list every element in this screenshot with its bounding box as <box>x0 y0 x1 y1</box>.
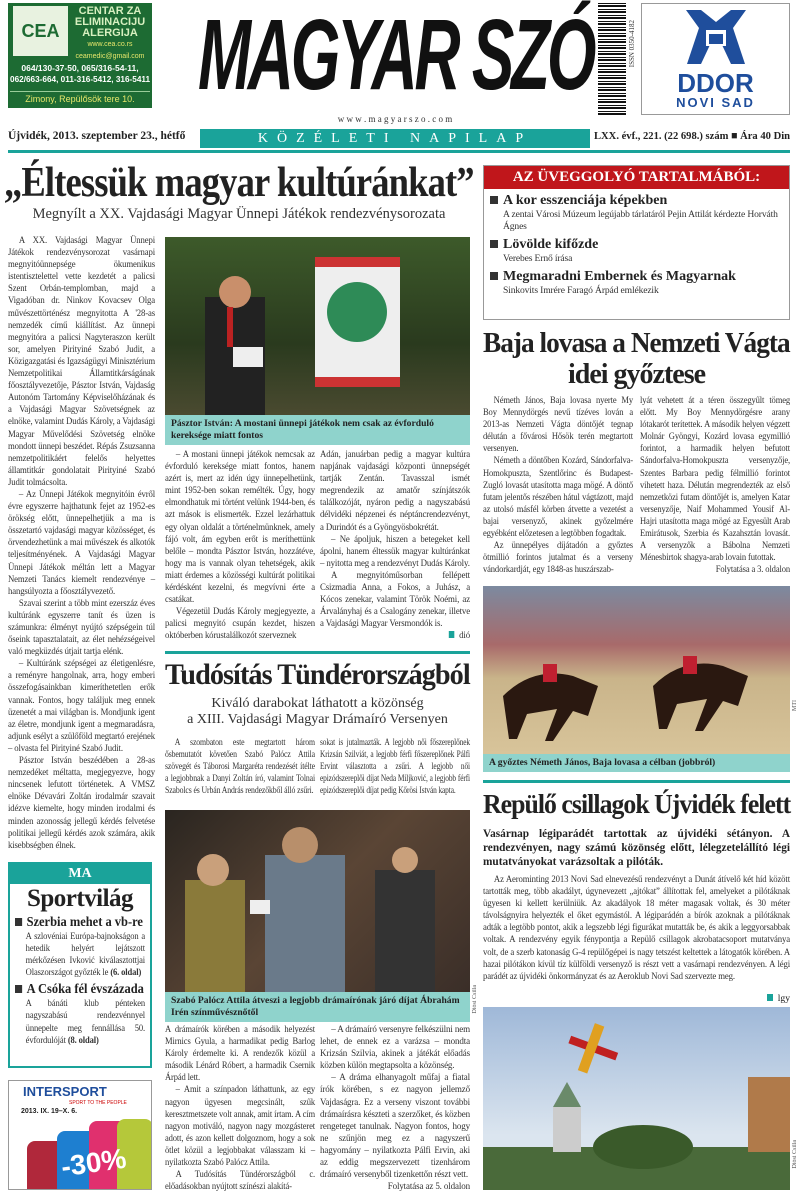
intersport-dates: 2013. IX. 19–X. 6. <box>21 1108 78 1115</box>
air-headline: Repülő csillagok Újvidék felett <box>483 789 791 819</box>
cea-line1: CENTAR ZA <box>78 5 142 17</box>
header-rule <box>8 150 790 153</box>
cea-ad[interactable] <box>8 3 152 108</box>
cea-logo: CEA <box>13 6 68 56</box>
drama-photo-caption: Szabó Palócz Attila átveszi a legjobb drámaírónak járó díjat Ábrahám Irén színművésznőtől <box>165 992 470 1022</box>
intersport-discount: -30% <box>59 1142 129 1183</box>
drama-subtitle: Kiváló darabokat láthatott a közönség a XIII. Vajdasági Magyar Drámaíró Versenyen <box>187 696 448 727</box>
baja-column-2: lyát vehetett át a téren összegyűlt tömeg előtt. My Boy Mennydörgésre arany lótakarót terítettek. A második helyen végzett Molnár Gyöngyi, Kozárd lovasa egymillió forintot, a harmadik helyen befutott Sándorfalva-Homokpuszta versenyzője, Szentes Barbara pedig félmillió forintot vihetett haza. Délután megrendezték az első nemzetközi futam döntőjét is, amelyen Katar versenyzője, Naif Mohammed Yousif Al-Hajri utasította maga mögé az Egyesült Arab Emirátusok, Szerbia és Kazahsztán lovasát. A versenyzők a Bábolna Nemzeti Ménesbirtok shagya-arab lovain futottak. Folytatása a 3. oldalon <box>640 395 790 576</box>
baja-column-1: Németh János, Baja lovasa nyerte My Boy Mennydörgés nevű tízéves lován a 2013-as Nemzeti Vágta döntőjét tegnap délután a fővárosi Hősök terén megtartott versenyen. Németh a döntőben Kozárd, Sándorfalva-Homokpuszta, Szentlőrinc és Budapest-Zugló lovasát utasította maga mögé. A döntő futam jelentős részében hátul vágtázott, majd az utolsó másfél körben átvette a vezetést a bajai versenyző, akinek győzelmére egyébként előzetesen a legtöbben fogadtak. Az ünnepélyes díjátadón a győztes ötmillió forintos jutalmat és a verseny vándorkardját, egy 1848-as huszárszab- <box>483 395 633 576</box>
ddor-logo-icon <box>681 8 751 66</box>
air-photo-credit: Diósi Csilla <box>792 1140 798 1169</box>
lead-column-1: A XX. Vajdasági Magyar Ünnepi Játékok rendezvénysorozat vasárnapi megnyitóünnepsége ökumenikus istentisztelettel vette kezdetét a palicsi Szent Orbán-templomban, majd a Vigadóban dr. Ninkov Kovacsev Olga művészettörténész megnyitotta A '28-as nemzedék című kiállítást. Az ünnepi megnyitóra a palicsi Nagyteraszon került sor, amelyen Pirityiné Szabó Judit, a Közigazgatási és Igazságügyi Minisztérium Nemzetpolitikai Államtitkárságának főosztályvezetője, Pásztor István, Vajdaság Autonóm Tartomány Képviselőházának és a Vajdasági Magyar Szövetségnek az elnöke, valamint Dudás Károly, a Vajdasági Magyar Művelődési Szövetség elnöke mondott ünnepi beszédet. Répás Zsuzsanna nemzetpolitikáért felelős helyettes államtitkár gondolatait Pirityiné Szabó Judit tolmácsolta. – Az Ünnepi Játékok megnyitóin évről évre egyszerre hajthatunk fejet az 1952-es örökség előtt, ünnepelhetjük a ma is összetartó vajdasági magyar közösséget, és örvendezhetünk a mai művészek és alkotók teljesítményének. A Vajdasági Magyar Ünnepi Játékok méltán lett a Magyar Nemzeti Tanács kiemelt rendezvénye – hangsúlyozta a főosztályvezető. Szavai szerint a több mint ezerszáz éves kultúránk egyszerre tanít és üzen is számunkra: élményt nyújtó szépségein túl őseink tapasztalatait, az élet nehézségeivel való megküzdés útjait tartja elénk. – Kultúránk szépségei az életigenlésre, a reményre hangolnak, arra, hogy emberi összefogásainkban kimeríthetetlen erők vannak. Fontos, hogy találjuk meg ennek üzenetét a mai világban is. Mondjunk igent az életre, mondjunk igent a megmaradásra, adjunk esélyt a szülőföld megtartó erejének – olvasta fel Pirityiné Szabó Judit. Pásztor István beszédében a 28-as nemzedéket méltatta, megjegyezve, hogy nincsenek lefutott történetek. A VMSZ elnöke Dévavári Zoltán irodalmár szavait idézve kiemelte, hogy minden irodalmi és minden azonosság jellegű kérdés felvetése politikai jellegű kérdés azok számára, akik kisebbségben élnek. <box>8 235 156 851</box>
intersport-brand: INTERSPORT <box>23 1084 107 1099</box>
cea-line3: ALERGIJA <box>82 27 138 39</box>
baja-photo-credit: MTI <box>792 700 798 711</box>
lead-photo <box>165 237 470 415</box>
drama-photo-credit: Diósi Csilla <box>472 985 478 1014</box>
drama-column-1: A szombaton este megtartott három ősbemutatót követően Szabó Palócz Attila szövegét és Táborosi Margaréta rendezését ítélte a legjobbnak a Danyi Zoltán író, valamint Tolnai Szabolcs és Urbán András rendezőkből álló zsűri. <box>165 737 315 797</box>
drama-column-4: – A drámaíró versenyre felkészülni nem lehet, de ennek ez a varázsa – mondta Krizsán Szilvia, akinek a játékát előadás közben külön megtapsolta a közönség. – A dráma elhanyagolt műfaj a fiatal írók körében, s ez nagyon jellemző Vajdaságra. Ez a verseny viszont további drámaírásra készteti a szerzőket, és közben rengeteget tanulnak. Nagyon fontos, hogy ne szűnjön meg ez a nagyszerű hagyomány – nyilatkozta Pálfi Ervin, aki az eddig megszervezett tizenhárom drámaíró versenyből tizenkettőn részt vett. Folytatása az 5. oldalon <box>320 1024 470 1193</box>
lead-photo-caption: Pásztor István: A mostani ünnepi játékok nem csak az évforduló kereksége miatt fontos <box>165 415 470 445</box>
air-signature: lgy <box>740 993 790 1005</box>
lead-column-2: – A mostani ünnepi játékok nemcsak az évforduló kereksége miatt fontos, hanem azért is, mert az idén úgy ünnepelhetünk, mint 1952-ben sokan remélték. Úgy, hogy elmondhatuk mi történt velünk 1944-ben, és azt mások is elismerték. Ezzel lezárhattuk egy olyan oldalát a történelmünknek, amely fájó volt, ám egyben erőt is meríthettünk belőle – mondta Pásztor István, hozzátéve, hogy ma is vannak olyan tehetségek, akik miatt érdemes a közösségi kultúrát politikai kérdésként kezelni, és megvívni érte a csatákat. Végezetül Dudás Károly megjegyezte, a palicsi megnyitó csupán kezdet, hiszen októberben kórustalálkozót szerveznek <box>165 449 315 642</box>
teaser-box <box>483 165 790 320</box>
cea-line2: ELIMINACIJU <box>74 16 146 28</box>
ddor-ad[interactable] <box>641 3 790 115</box>
drama-photo <box>165 810 470 992</box>
barcode <box>598 3 626 115</box>
cea-email: ceamedic@gmail.com <box>75 53 145 60</box>
sport-tag: MA <box>10 864 150 884</box>
cea-web: www.cea.co.rs <box>87 41 133 48</box>
baja-headline: Baja lovasa a Nemzeti Vágta idei győztese <box>483 328 790 390</box>
baja-photo <box>483 586 790 754</box>
ddor-name: DDOR <box>677 68 754 98</box>
teaser-title: AZ ÜVEGGOLYÓ TARTALMÁBÓL: <box>484 166 789 189</box>
teaser-item[interactable]: Lövölde kifőzde Verebes Ernő írása <box>484 233 789 265</box>
cea-phones: 064/130-37-50, 065/316-54-11, 062/663-664, 011-316-5412, 316-5411 <box>10 63 151 84</box>
sport-title: Sportvilág <box>26 885 134 912</box>
teaser-item[interactable]: A kor esszenciája képekben A zentai Városi Múzeum legújabb tárlatáról Pejin Attilát kérdezte Horváth Ágnes <box>484 189 789 233</box>
issn: ISSN 0350-4182 <box>628 20 636 68</box>
sport-box <box>8 862 152 1068</box>
tagline-band: KÖZÉLETI NAPILAP <box>200 129 590 148</box>
lead-subtitle: Megnyílt a XX. Vajdasági Magyar Ünnepi Játékok rendezvénysorozata <box>32 206 446 222</box>
drama-column-2: sokat is jutalmazták. A legjobb női főszereplőnek Krizsán Szilviát, a legjobb férfi főszereplőnek Pálfi Ervint választotta a zsűri. A legjobb női epizódszereplői díjat Neda Miljković, a legjobb férfi epizódszereplői díjat pedig Kőrösi István kapta. <box>320 737 470 797</box>
drama-continued[interactable]: Folytatása az 5. oldalon <box>387 1181 470 1193</box>
baja-photo-caption: A győztes Németh János, Baja lovasa a célban (jobbról) <box>483 754 790 772</box>
website: w w w . m a g y a r s z o . c o m <box>337 114 453 124</box>
lead-column-3: Adán, januárban pedig a magyar kultúra napjának vajdasági központi ünnepségét tartják Zentán. Tavasszal ismét megrendezik az amatőr színjátszók találkozóját, nyáron pedig a nagyszabású délvidéki népzenei és néptáncrendezvényt, a Durindót és a Gyöngyösbokrétát. – Ne ápoljuk, hiszen a betegeket kell ápolni, hanem éltessük magyar kultúránkat – nyitotta meg a rendezvényt Dudás Károly. A megnyitóműsorban fellépett Csizmadia Anna, a Fokos, a Juhász, a Kócos zenekar, valamint Török Noémi, az Árvalányhaj és a Csalogány zenekar, illetve a Vajdasági Magyar Versmondók is. dió <box>320 449 470 642</box>
sport-item[interactable]: A Csóka fél évszázada A bánáti klub pénteken nagyszabású rendezvénnyel ünnepelte meg fennállása 50. évfordulóját (8. oldal) <box>15 979 145 1046</box>
lead-headline: „Éltessük magyar kultúránkat” <box>4 160 474 206</box>
air-body: Az Aerominting 2013 Novi Sad elnevezésű rendezvényt a Dunát átívelő két híd között tartották meg, több akadályt, úgynevezett „ajtókat” állítottak fel, amelyeket a pilótáknak ügyesen ki kellett kerülniük. Az akadályok 18 méter magasak voltak, és 30 méter távolságnyira helyezték el őket egymástól. A légiparádén a bírók azoknak a pilótáknak adták a legtöbb pontot, akik a legszebb légi figurákat mutatták be, és akik a leggyorsabbak voltak. A rendezvény egyik fénypontja a Repülő csillagok akrobatacsoport mutatványa volt, de a szerb katonaság G-4 repülőgépei is nagy tetszést keltettek a látogatók körében. A hazai pilótákon kívül tíz külföldi versenyző is részt vett a vasárnapi rendezvényen. A légi parádét az újvidéki önkormányzat és az Aeroklub Novi Sad szervezte meg. <box>483 874 790 982</box>
baja-continued[interactable]: Folytatása a 3. oldalon <box>715 564 790 576</box>
drama-column-3: A drámaírók körében a második helyezést Mirnics Gyula, a harmadikat pedig Barlog Károly érdemelte ki. A rendezők közül a második Lénárd Róbert, a harmadik Csernik Árpád lett. – Amit a színpadon láthattunk, az egy nagyon ügyesen megcsinált, szűk keresztmetszete volt annak, amit írtam. A cím nagyon motiváló, nagyon nagy mozgásteret adott, és azon kellett dolgoznom, hogy a sok ötlet közül a legjobbakat válasszam ki – nyilatkozta Szabó Palócz Attila. A Tudósítás Tündérországból c. előadásokban nyújtott színészi alakítá- <box>165 1024 316 1193</box>
date: Újvidék, 2013. szeptember 23., hétfő <box>8 130 186 142</box>
baja-rule <box>483 780 790 783</box>
issue-info: LXX. évf., 221. (22 698.) szám ■ Ára 40 Din <box>594 130 791 142</box>
cea-address: Zimony, Repülősök tere 10. <box>10 91 150 104</box>
sport-item[interactable]: Szerbia mehet a vb-re A szlovéniai Európa-bajnokságon a hetedik helyért lejátszott mérkőzésen Ivković kiválasztottjai Olaszországot győzték le (6. oldal) <box>15 914 145 979</box>
masthead-logo: MAGYAR SZÓ <box>198 0 594 111</box>
lead-signature: dió <box>320 630 470 642</box>
teaser-item[interactable]: Megmaradni Embernek és Magyarnak Sinkovits Imrére Faragó Árpád emlékezik <box>484 265 789 297</box>
lead-rule <box>165 651 470 654</box>
drama-headline: Tudósítás Tündérországból <box>165 658 470 691</box>
intersport-slogan: SPORT TO THE PEOPLE <box>69 1100 127 1106</box>
ddor-city: NOVI SAD <box>676 95 755 110</box>
intersport-ad[interactable] <box>8 1080 152 1190</box>
air-lead: Vasárnap légiparádét tartottak az újvidéki sétányon. A rendezvényen, nagy számú közönség előtt, lélegzetelállító légi mutatványokat varázsoltak a pilóták. <box>483 828 790 868</box>
air-photo <box>483 1007 790 1190</box>
